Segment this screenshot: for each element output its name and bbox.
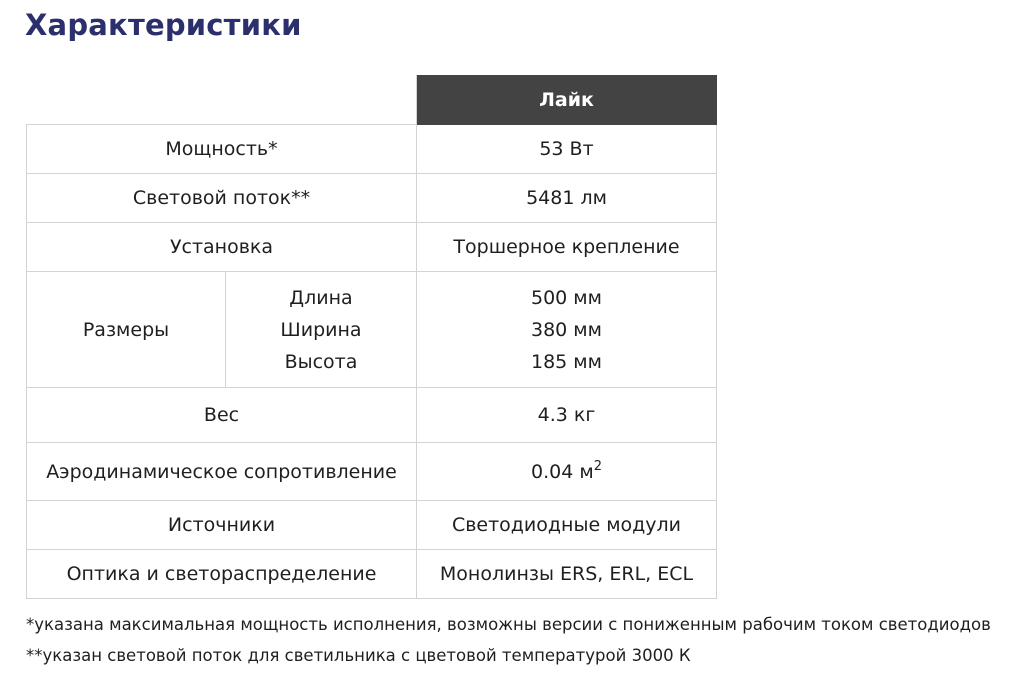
dimension-width-label: Ширина (280, 318, 362, 341)
table-row-power (27, 125, 717, 174)
row-label-mount: Установка (27, 223, 417, 272)
footnote-power: *указана максимальная мощность исполнения, возможны версии с пониженным рабочим током светодиодов (26, 615, 991, 634)
table-row-optics (27, 550, 717, 599)
row-value-sources: Светодиодные модули (417, 501, 717, 550)
row-value-mount: Торшерное крепление (417, 223, 717, 272)
table-row-sources (27, 501, 717, 550)
row-value-drag-cell (417, 443, 717, 501)
table-row-dimensions (27, 272, 717, 388)
row-value-flux: 5481 лм (417, 174, 717, 223)
table-row-mount (27, 223, 717, 272)
dimension-width-value: 380 мм (531, 318, 602, 341)
table-header-row (27, 76, 717, 125)
dimension-values (417, 272, 717, 388)
row-label-optics: Оптика и светораспределение (27, 550, 417, 599)
row-label-drag: Аэродинамическое сопротивление (27, 443, 417, 501)
row-value-drag: 0.04 м (531, 460, 594, 483)
specs-table (26, 75, 717, 599)
footnote-flux: **указан световой поток для светильника с цветовой температурой 3000 К (26, 646, 691, 665)
table-row-weight (27, 388, 717, 443)
row-label-flux: Световой поток** (27, 174, 417, 223)
row-value-optics: Монолинзы ERS, ERL, ECL (417, 550, 717, 599)
dimension-length-value: 500 мм (531, 286, 602, 309)
dimension-height-label: Высота (284, 350, 358, 373)
row-value-weight: 4.3 кг (417, 388, 717, 443)
dimension-height-value: 185 мм (531, 350, 602, 373)
table-row-drag (27, 443, 717, 501)
row-value-drag-exponent: 2 (593, 458, 602, 474)
page-title: Характеристики (25, 8, 302, 42)
row-label-dimensions: Размеры (27, 272, 226, 388)
column-header-laik: Лайк (417, 76, 717, 125)
table-row-flux (27, 174, 717, 223)
row-label-sources: Источники (27, 501, 417, 550)
row-value-power: 53 Вт (417, 125, 717, 174)
dimension-labels (226, 272, 417, 388)
header-blank-cell (27, 76, 417, 125)
row-label-power: Мощность* (27, 125, 417, 174)
dimension-length-label: Длина (289, 286, 353, 309)
row-label-weight: Вес (27, 388, 417, 443)
